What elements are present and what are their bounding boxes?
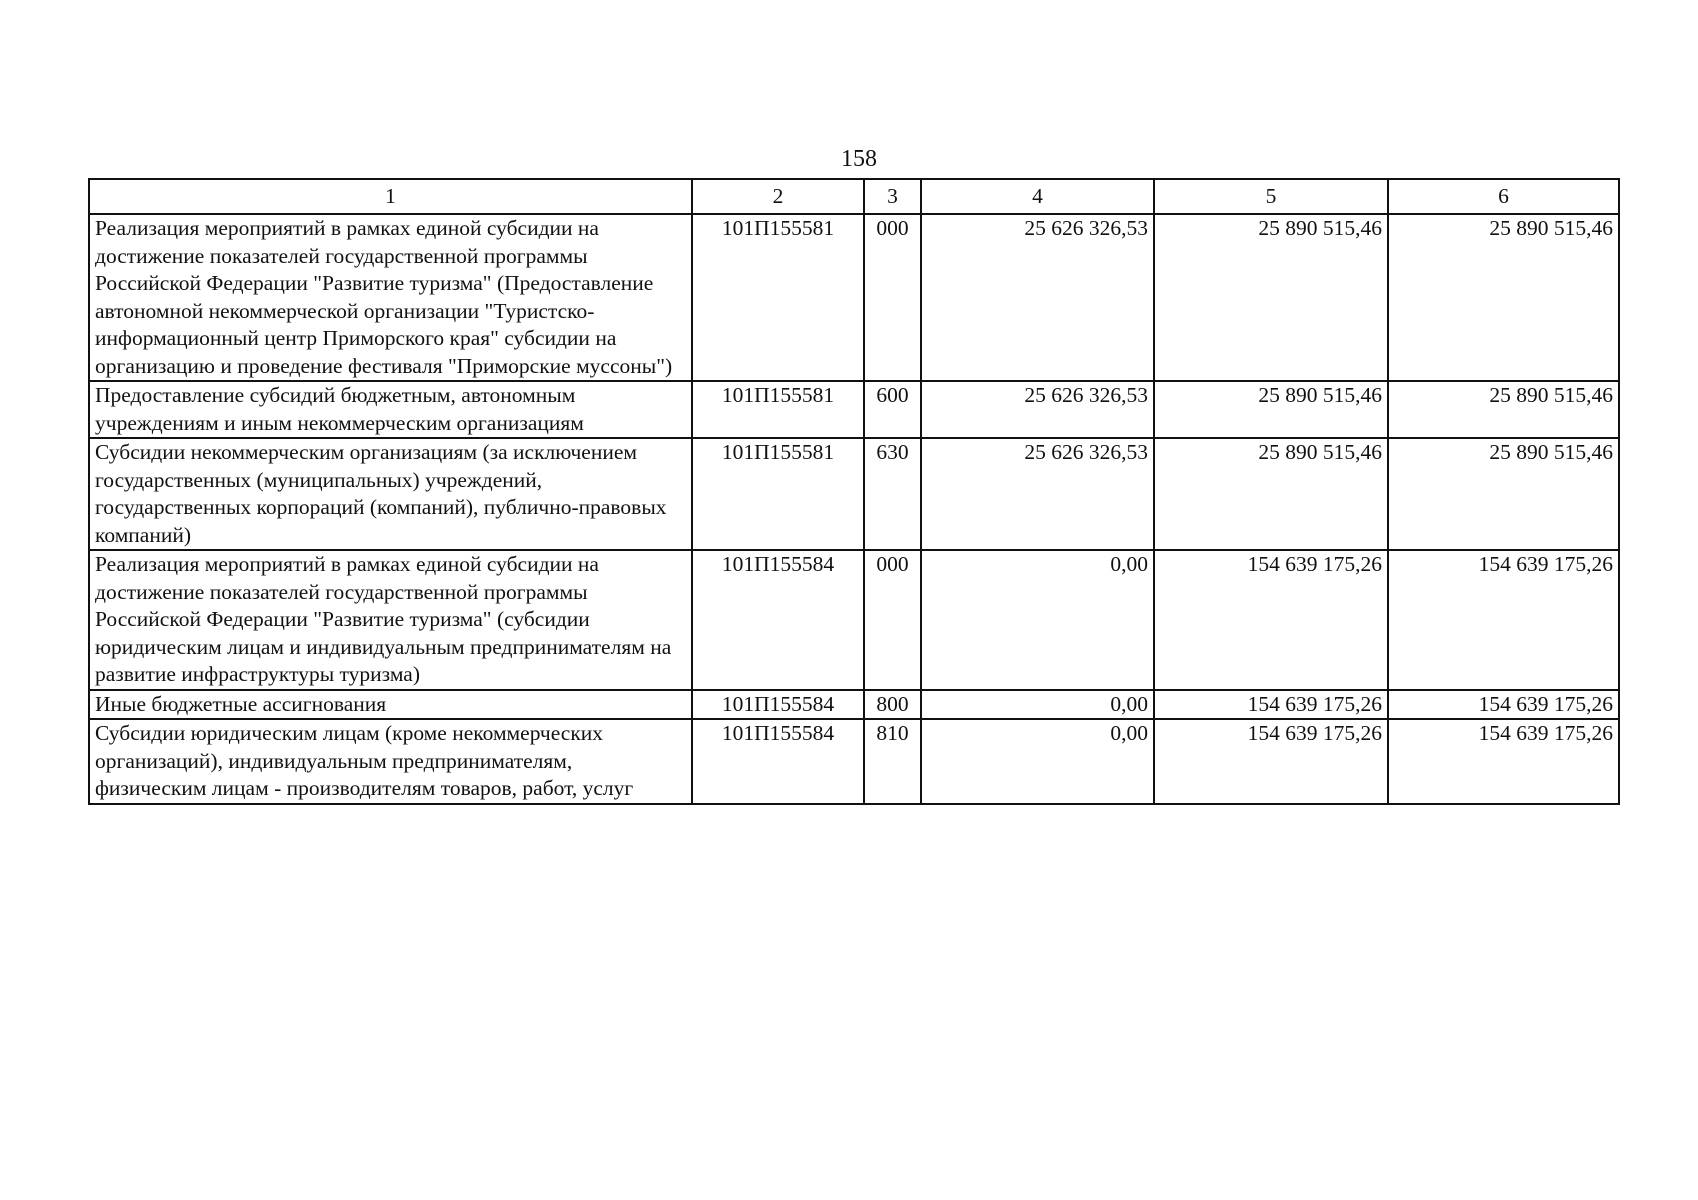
row-value-4: 0,00 [921,690,1154,720]
table-row [89,438,1619,550]
row-code: 101П155584 [692,690,864,720]
header-col-3: 3 [864,179,921,214]
row-value-6: 154 639 175,26 [1388,550,1619,690]
row-code: 101П155584 [692,719,864,804]
row-value-6: 154 639 175,26 [1388,719,1619,804]
row-code: 101П155584 [692,550,864,690]
row-code: 101П155581 [692,438,864,550]
row-value-4: 25 626 326,53 [921,214,1154,381]
row-expense-type: 800 [864,690,921,720]
row-expense-type: 630 [864,438,921,550]
header-col-4: 4 [921,179,1154,214]
row-code: 101П155581 [692,381,864,438]
row-value-4: 25 626 326,53 [921,381,1154,438]
header-col-6: 6 [1388,179,1619,214]
header-col-5: 5 [1154,179,1388,214]
row-name: Субсидии юридическим лицам (кроме некоммерческих организаций), индивидуальным предпринимателям, физическим лицам - производителям товаров, работ, услуг [89,719,692,804]
row-value-4: 0,00 [921,719,1154,804]
row-name: Иные бюджетные ассигнования [89,690,692,720]
header-row [89,179,1619,214]
table-row [89,214,1619,381]
row-value-5: 154 639 175,26 [1154,690,1388,720]
row-expense-type: 000 [864,550,921,690]
budget-table [88,178,1620,805]
table-body [89,214,1619,804]
row-value-5: 154 639 175,26 [1154,719,1388,804]
row-value-5: 25 890 515,46 [1154,214,1388,381]
row-value-4: 0,00 [921,550,1154,690]
row-expense-type: 000 [864,214,921,381]
row-name: Субсидии некоммерческим организациям (за исключением государственных (муниципальных) учреждений, государственных корпораций (компаний), публично-правовых компаний) [89,438,692,550]
row-value-5: 25 890 515,46 [1154,438,1388,550]
row-name: Реализация мероприятий в рамках единой субсидии на достижение показателей государственной программы Российской Федерации "Развитие туризма" (субсидии юридическим лицам и индивидуальным предпринимателям на развитие инфраструктуры туризма) [89,550,692,690]
row-name: Предоставление субсидий бюджетным, автономным учреждениям и иным некоммерческим организациям [89,381,692,438]
table-row [89,690,1619,720]
row-value-6: 25 890 515,46 [1388,438,1619,550]
row-value-5: 154 639 175,26 [1154,550,1388,690]
table-row [89,719,1619,804]
row-value-4: 25 626 326,53 [921,438,1154,550]
row-value-5: 25 890 515,46 [1154,381,1388,438]
table-row [89,550,1619,690]
row-value-6: 25 890 515,46 [1388,381,1619,438]
row-value-6: 25 890 515,46 [1388,214,1619,381]
table-row [89,381,1619,438]
row-expense-type: 600 [864,381,921,438]
header-col-1: 1 [89,179,692,214]
row-code: 101П155581 [692,214,864,381]
row-name: Реализация мероприятий в рамках единой субсидии на достижение показателей государственной программы Российской Федерации "Развитие туризма" (Предоставление автономной некоммерческой организации "Туристско-информационный центр Приморского края" субсидии на организацию и проведение фестиваля "Приморские муссоны") [89,214,692,381]
row-value-6: 154 639 175,26 [1388,690,1619,720]
page-number: 158 [841,146,877,172]
row-expense-type: 810 [864,719,921,804]
table-header [89,179,1619,214]
header-col-2: 2 [692,179,864,214]
